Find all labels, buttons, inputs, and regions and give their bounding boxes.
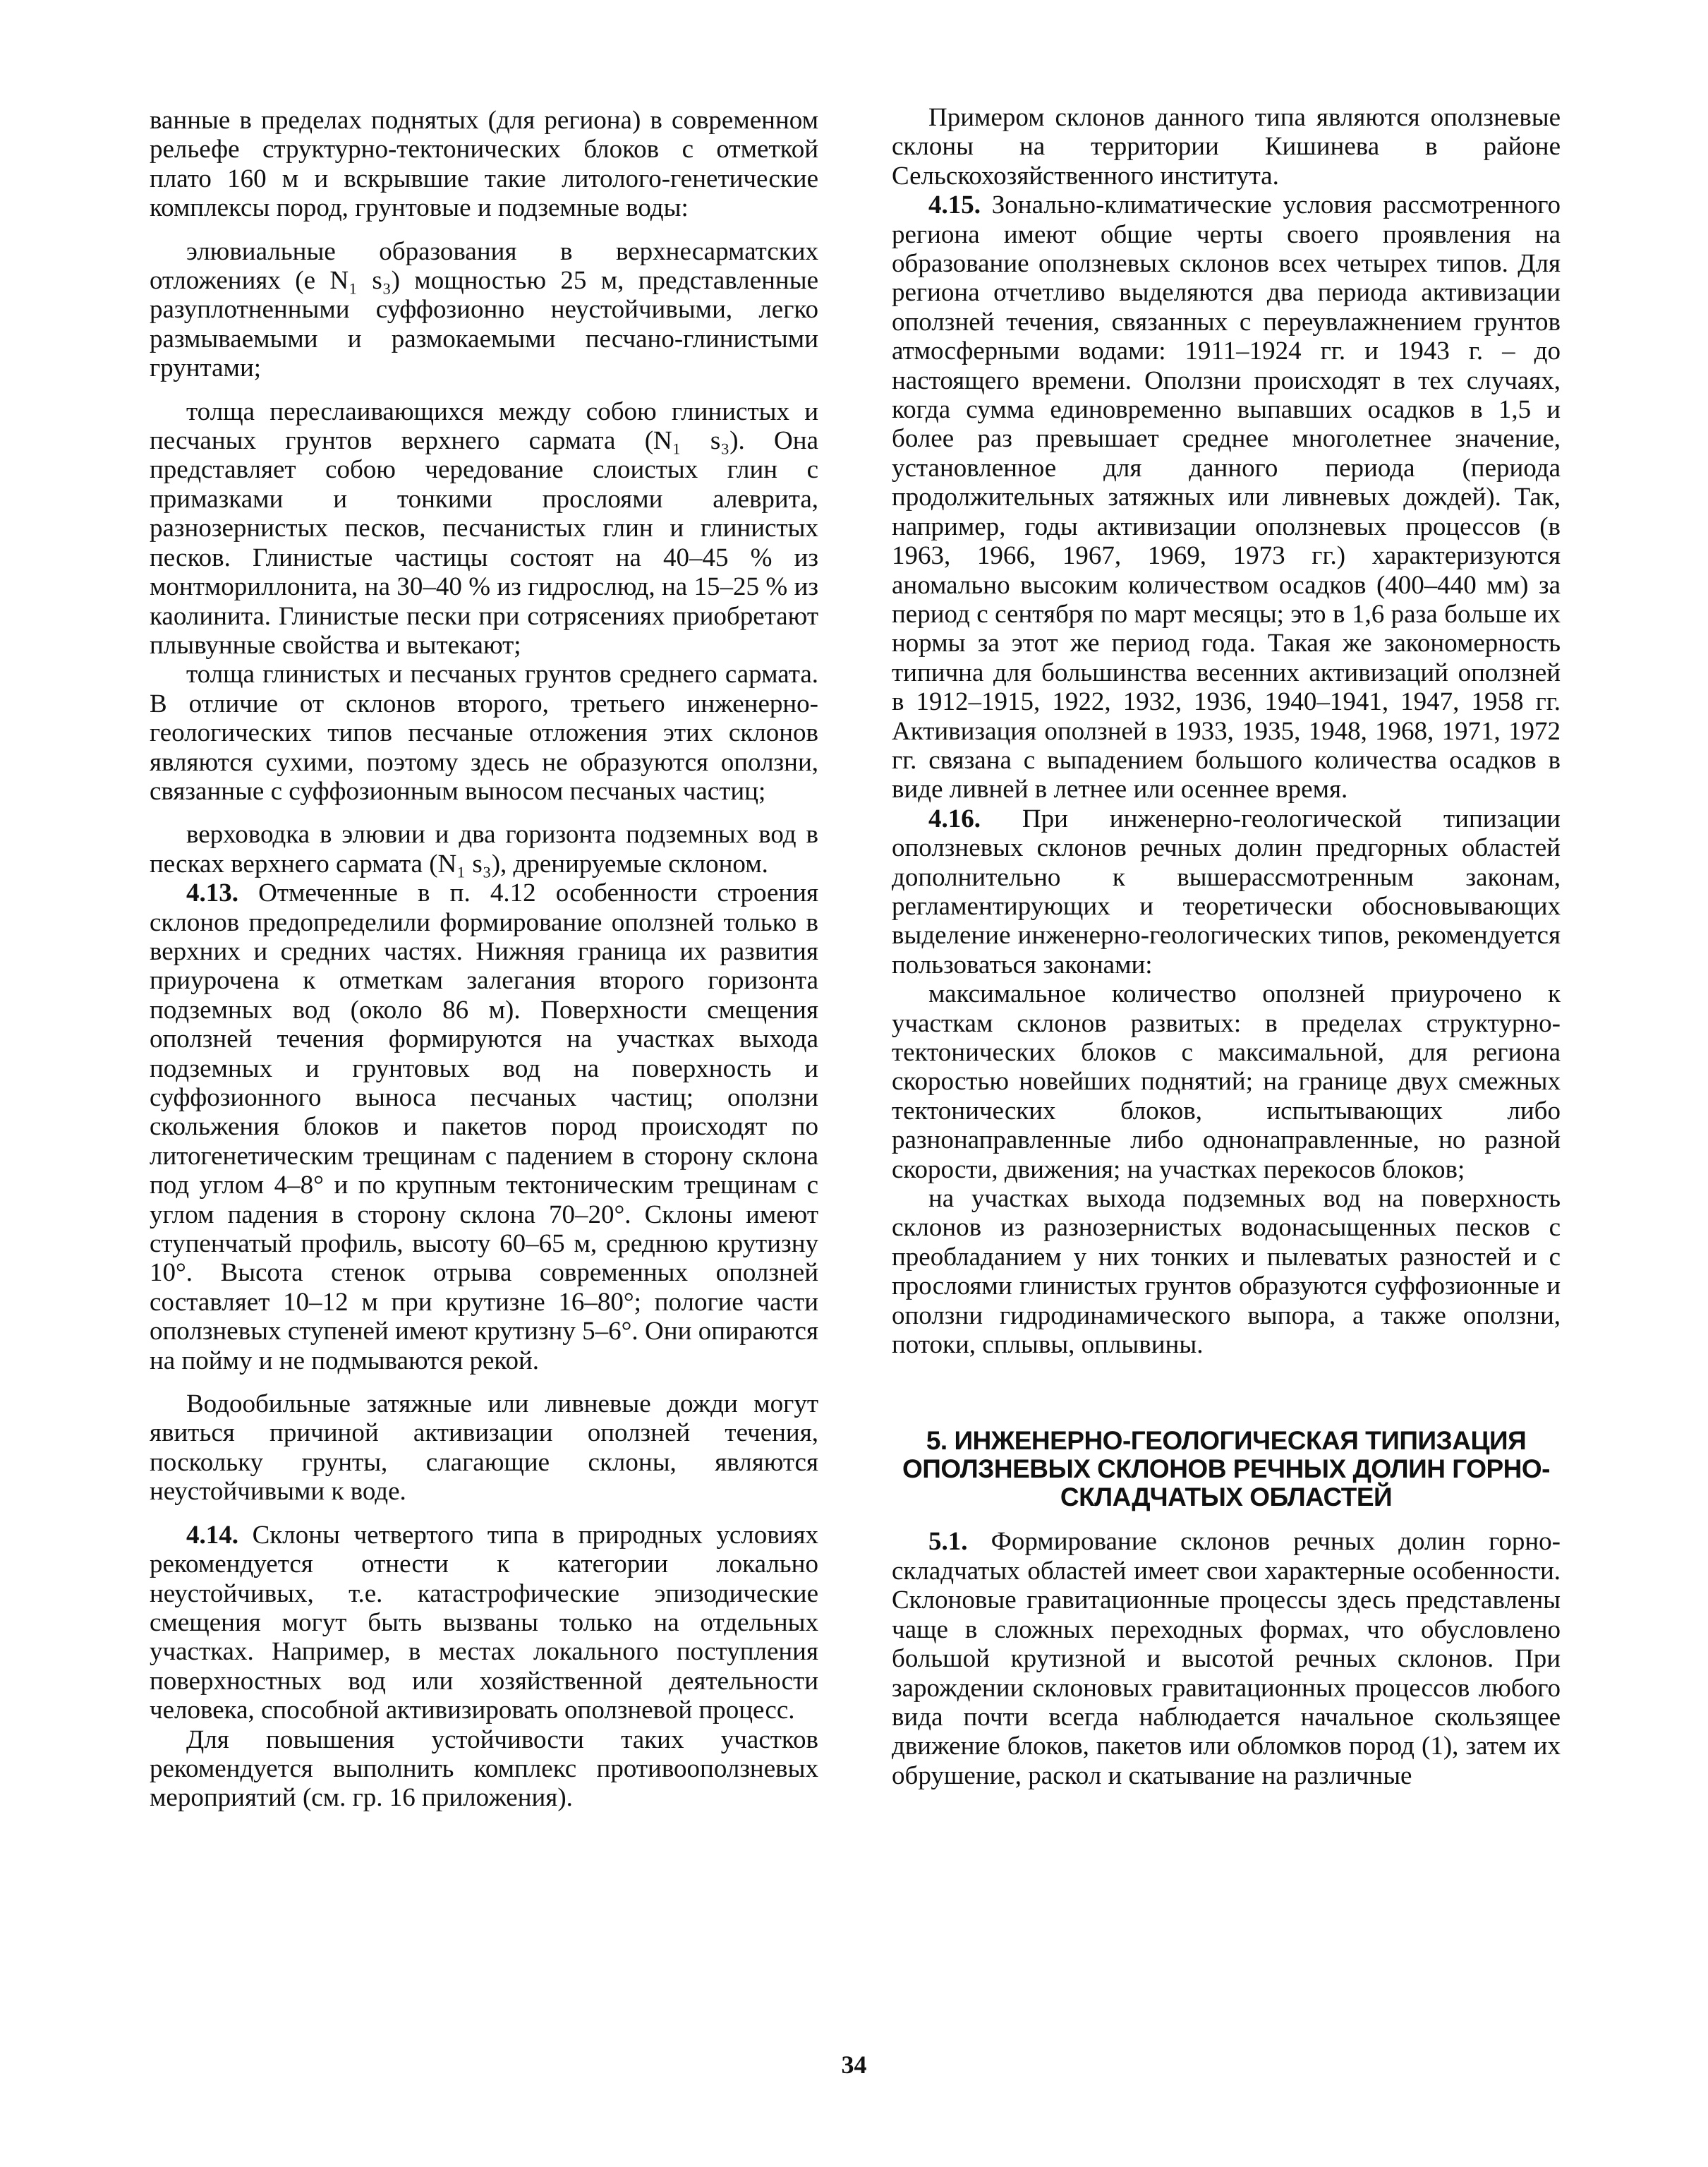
paragraph-text: Зонально-климатические условия рассмотренного региона имеют общие черты своего проявления на образование оползневых склонов всех четырех типов. Для региона отчетливо выделяются два периода активизации оползней течения, связанных с переувлажнением грунтов атмосферными водами: 1911–1924 гг. и 1943 г. – до настоящего времени. Оползни происходят в тех случаях, когда сумма единовременно выпавших осадков в 1,5 и более раз превышает среднее многолетнее значение, установленное для данного периода (периода продолжительных затяжных или ливневых дождей). Так, например, годы активизации оползневых процессов (в 1963, 1966, 1967, 1969, 1973 гг.) характеризуются аномально высоким количеством осадков (400–440 мм) за период с сентября по март месяцы; это в 1,6 раза больше их нормы за этот же период года. Такая же закономерность типична для большинства весенних активизаций оползней в 1912–1915, 1922, 1932, 1936, 1940–1941, 1947, 1958 гг. Активизация оползней в 1933, 1935, 1948, 1968, 1971, 1972 гг. связана с выпадением большого количества осадков в виде ливней в летнее или осеннее время. (892, 191, 1561, 804)
paragraph-text: При инженерно-геологической типизации оползневых склонов речных долин предгорных областей дополнительно к вышерассмотренным законам, регламентирующих и теоретически обосновывающих выделение инженерно-геологических типов, рекомендуется пользоваться законами: (892, 804, 1561, 979)
paragraph: максимальное количество оползней приурочено к участкам склонов развитых: в пределах структурно-тектонических блоков с максимальной, для региона скоростью новейших поднятий; на границе двух смежных тектонических блоков, испытывающих либо разнонаправленные либо однонаправленные, но разной скорости, движения; на участках перекосов блоков; (892, 979, 1561, 1184)
paragraph: толща переслаивающихся между собою глинистых и песчаных грунтов верхнего сармата (N₁ s₃). Она представляет собою чередование слоистых глин с примазками и тонкими прослоями алеврита, разнозернистых песков, песчанистых глин и глинистых песков. Глинистые частицы состоят на 40–45 % из монтмориллонита, на 30–40 % из гидрослюд, на 15–25 % из каолинита. Глинистые пески при сотрясениях приобретают плывунные свойства и вытекают; (150, 397, 818, 660)
paragraph-text: Отмеченные в п. 4.12 особенности строения склонов предопределили формирование оползней только в верхних и средних частях. Нижняя граница их развития приурочена к отметкам залегания второго горизонта подземных вод (около 86 м). Поверхности смещения оползней течения формируются на участках выхода подземных и грунтовых вод на поверхность и суффозионного выноса песчаных частиц; оползни скольжения блоков и пакетов пород происходят по литогенетическим трещинам с падением в сторону склона под углом 4–8° и по крупным тектоническим трещинам с углом падения в сторону склона 70–20°. Склоны имеют ступенчатый профиль, высоту 60–65 м, среднюю крутизну 10°. Высота стенок отрыва современных оползней составляет 10–12 м при крутизне 16–80°; пологие части оползневых ступеней имеют крутизну 5–6°. Они опираются на пойму и не подмываются рекой. (150, 879, 819, 1375)
paragraph: Примером склонов данного типа являются оползневые склоны на территории Кишинева в районе Сельскохозяйственного института. (892, 103, 1561, 191)
paragraph: Для повышения устойчивости таких участков рекомендуется выполнить комплекс противооползневых мероприятий (см. гр. 16 приложения). (150, 1725, 818, 1813)
page-number: 34 (841, 2051, 867, 2079)
paragraph-4-15 (892, 191, 1561, 804)
section-title: 5. ИНЖЕНЕРНО-ГЕОЛОГИЧЕСКАЯ ТИПИЗАЦИЯ ОПОЛЗНЕВЫХ СКЛОНОВ РЕЧНЫХ ДОЛИН ГОРНО-СКЛАДЧАТЫХ ОБЛАСТЕЙ (902, 1426, 1550, 1512)
left-column (150, 106, 818, 1813)
paragraph: верховодка в элювии и два горизонта подземных вод в песках верхнего сармата (N₁ s₃), дренируемые склоном. (150, 820, 818, 879)
clause-number: 5.1. (928, 1527, 968, 1557)
paragraph-4-14 (150, 1521, 818, 1725)
paragraph: Водообильные затяжные или ливневые дожди могут явиться причиной активизации оползней течения, поскольку грунты, слагающие склоны, являются неустойчивыми к воде. (150, 1389, 818, 1507)
clause-number: 4.13. (186, 879, 238, 908)
clause-number: 4.16. (928, 804, 981, 833)
paragraph-4-16 (892, 804, 1561, 979)
paragraph: на участках выхода подземных вод на поверхность склонов из разнозернистых водонасыщенных песков с преобладанием у них тонких и пылеватых разностей и с прослоями глинистых грунтов образуются суффозионные и оползни гидродинамического выпора, а также оползни, потоки, сплывы, оплывины. (892, 1184, 1561, 1360)
clause-number: 4.15. (928, 191, 981, 220)
paragraph: толща глинистых и песчаных грунтов среднего сармата. В отличие от склонов второго, третьего инженерно-геологических типов песчаные отложения этих склонов являются сухими, поэтому здесь не образуются оползни, связанные с суффозионным выносом песчаных частиц; (150, 660, 818, 806)
right-column (892, 103, 1561, 1790)
paragraph-text: Склоны четвертого типа в природных условиях рекомендуется отнести к категории локально неустойчивых, т.е. катастрофические эпизодические смещения могут быть вызваны только на отдельных участках. Например, в местах локального поступления поверхностных вод или хозяйственной деятельности человека, способной активизировать оползневой процесс. (150, 1520, 818, 1725)
clause-number: 4.14. (186, 1520, 238, 1550)
paragraph-4-13 (150, 879, 818, 1375)
paragraph: элювиальные образования в верхнесарматских отложениях (e N₁ s₃) мощностью 25 м, представленные разуплотненными суффозионно неустойчивыми, легко размываемыми и размокаемыми песчано-глинистыми грунтами; (150, 236, 818, 383)
paragraph: ванные в пределах поднятых (для региона) в современном рельефе структурно-тектонических блоков с отметкой плато 160 м и вскрывшие такие литолого-генетические комплексы пород, грунтовые и подземные воды: (150, 106, 818, 223)
paragraph-text: Формирование склонов речных долин горно-складчатых областей имеет свои характерные особенности. Склоновые гравитационные процессы здесь представлены чаще в сложных переходных формах, что обусловлено большой крутизной и высотой речных склонов. При зарождении склоновых гравитационных процессов любого вида почти всегда наблюдается начальное скользящее движение блоков, пакетов или обломков пород (1), затем их обрушение, раскол и скатывание на различные (892, 1527, 1561, 1790)
paragraph-5-1 (892, 1527, 1561, 1790)
